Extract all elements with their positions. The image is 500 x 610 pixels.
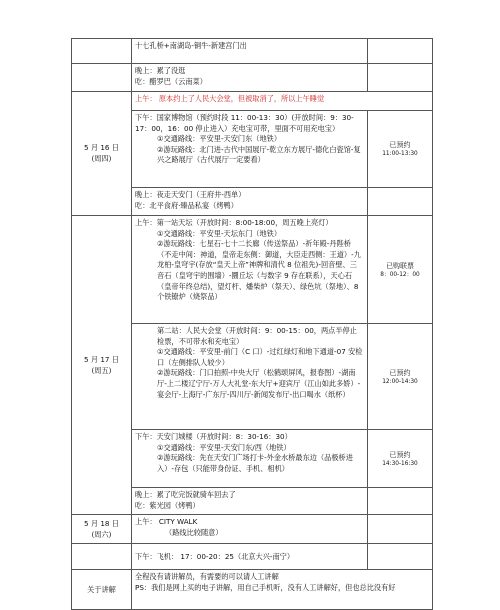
evening-line: 晚上：夜走天安门（王府井-西单） [135, 190, 246, 199]
gate-line: 下午：天安门城楼（开放时间：8：30-16：30） [135, 432, 292, 441]
status-cell-empty [368, 188, 433, 216]
evening-cell [132, 188, 368, 216]
tour-route-line: ②游玩路线：先在天安门广场打卡-外金水桥最东边（品极桥进入）-存包（只能带身份证、手机、相机） [157, 453, 353, 473]
status-cell-empty [368, 515, 433, 544]
food-line: 吃：紫光园（烤鸭） [135, 500, 200, 510]
table-row [72, 64, 433, 92]
museum-line: 下午：国家博物馆（预约时段 11：00-13：30）(开放时间：9：30-17：00，16：00 停止进入）充电宝可带，里面不可用充电宝） [135, 113, 354, 133]
status-cell [368, 430, 433, 488]
status-cell [368, 324, 433, 430]
route-note-line: （路线比较随意） [165, 527, 223, 537]
date-cell [72, 92, 132, 216]
weekday-label: (周六) [91, 529, 112, 539]
table-row [72, 515, 433, 544]
status-time: 14:30-16:30 [382, 460, 418, 467]
transport-line: ①交通路线：平安里-天安门东/西（地铁） [157, 442, 291, 452]
status-cell-empty [368, 488, 433, 515]
evening-cell [132, 64, 368, 92]
table-row [72, 544, 433, 570]
guide-label-cell [72, 570, 132, 610]
temple-line: 上午：第一站天坛（开放时间：8:00-18:00，周五晚上亮灯） [135, 218, 333, 227]
food-line: 吃：醋罗巴（云南菜） [135, 76, 207, 86]
status-badge: 已预约 [389, 141, 411, 149]
status-cell [368, 111, 433, 188]
status-cell-empty [368, 39, 433, 64]
date-cell-empty [72, 544, 132, 570]
table-row [72, 39, 433, 64]
tour-route-line: ②游玩路线：门口拍照-中央大厅（松鹤颂屏风，报春图）-湖南厅-上二楼辽宁厅-万人大礼堂-东大厅+迎宾厅（江山如此多娇）-宴会厅-上海厅-广东厅-四川厅-新闻发布厅-出口喝水（纸杯） [157, 368, 361, 399]
table-row [72, 216, 433, 324]
city-walk-line: 上午： CITY WALK [135, 517, 198, 526]
status-cell-empty [368, 64, 433, 92]
weekday-label: (周五) [91, 365, 112, 375]
transport-line: ①交通路线：平安里-前门（C 口）-过红绿灯和地下通道-07 安检口（左侧排队人较少） [157, 347, 363, 367]
second-stop-cell [132, 324, 368, 430]
table-row [72, 570, 433, 610]
morning-cell [132, 216, 368, 324]
afternoon-cell [132, 430, 368, 488]
status-badge: 已购联票 [386, 261, 414, 270]
date-cell-empty [72, 39, 132, 64]
date-cell [72, 515, 132, 544]
evening-cell [132, 488, 368, 515]
notice-cell [132, 92, 433, 111]
flight-line: 下午：飞机： 17：00-20：25（北京大兴-南宁） [135, 551, 295, 561]
guide-note-line: PS：我们是网上买的电子讲解，用自己手机听，没有人工讲解好，但也总比没有好 [135, 582, 396, 592]
date-label: 5 月 18 日 [84, 518, 119, 528]
transport-line: ①交通路线：平安里-天安门东（地铁） [157, 134, 282, 144]
morning-cell [132, 515, 368, 544]
afternoon-cell [132, 544, 368, 570]
evening-line: 晚上：累了没逛 [135, 66, 186, 75]
afternoon-cell [132, 111, 368, 188]
status-time: 8：00-12：00 [380, 271, 420, 278]
weekday-label: (周四) [91, 154, 112, 163]
date-cell [72, 216, 132, 515]
guide-label: 关于讲解 [87, 584, 116, 594]
transport-line: ①交通路线：平安里-天坛东门（地铁） [157, 228, 282, 238]
status-cell [368, 216, 433, 324]
guide-cell [132, 570, 433, 610]
status-time: 11:00-13:30 [382, 151, 418, 157]
food-line: 吃：北平食府·臻品私宴（烤鸭） [135, 200, 238, 210]
table-row [72, 92, 433, 111]
tour-route-line: ②游玩路线：北门进-古代中国展厅-乾立东方展厅-德化白瓷馆-复兴之路展厅（古代展厅一定要看） [157, 144, 361, 165]
date-cell-empty [72, 64, 132, 92]
itinerary-table [71, 38, 433, 610]
notice-line: 上午： 原本约上了人民大会堂，但被取消了，所以上午睡觉 [135, 94, 325, 103]
status-cell-empty [368, 544, 433, 570]
status-badge: 已预约 [389, 450, 411, 459]
hall-line: 第二站：人民大会堂（开放时间：9：00-15：00，两点半停止检票，不可带水和充电宝） [157, 326, 357, 346]
tour-route-line: ②游玩路线：七星石-七十二长廊（传送祭品）-祈年殿-丹陛桥（不走中间：神道，皇帝走东侧：御道，大臣走西侧：王道）-九龙柏-皇穹宇(存放“皇天上帝”神牌和清代 8 位祖先)-回音壁、三音石（皇穹宇的围墙）-圜丘坛（与数字 9 存在联系），天心石（皇帝年终总结)，望灯杆、燔柴炉（祭天）、绿色坑（祭地）、8 个铁镣炉（烧祭品） [157, 239, 361, 302]
evening-line: 晚上：累了吃完饭就骑车回去了 [135, 490, 236, 499]
guide-line: 全程没有请讲解员，有需要的可以请人工讲解 [135, 572, 279, 581]
status-badge: 已预约 [389, 368, 411, 377]
route-line: 十七孔桥+南湖岛-铜牛-新建宫门出 [135, 41, 247, 50]
status-time: 12:00-14:30 [382, 378, 418, 385]
route-cell [132, 39, 368, 64]
date-label: 5 月 17 日 [84, 354, 119, 364]
date-label: 5 月 16 日 [84, 143, 119, 153]
